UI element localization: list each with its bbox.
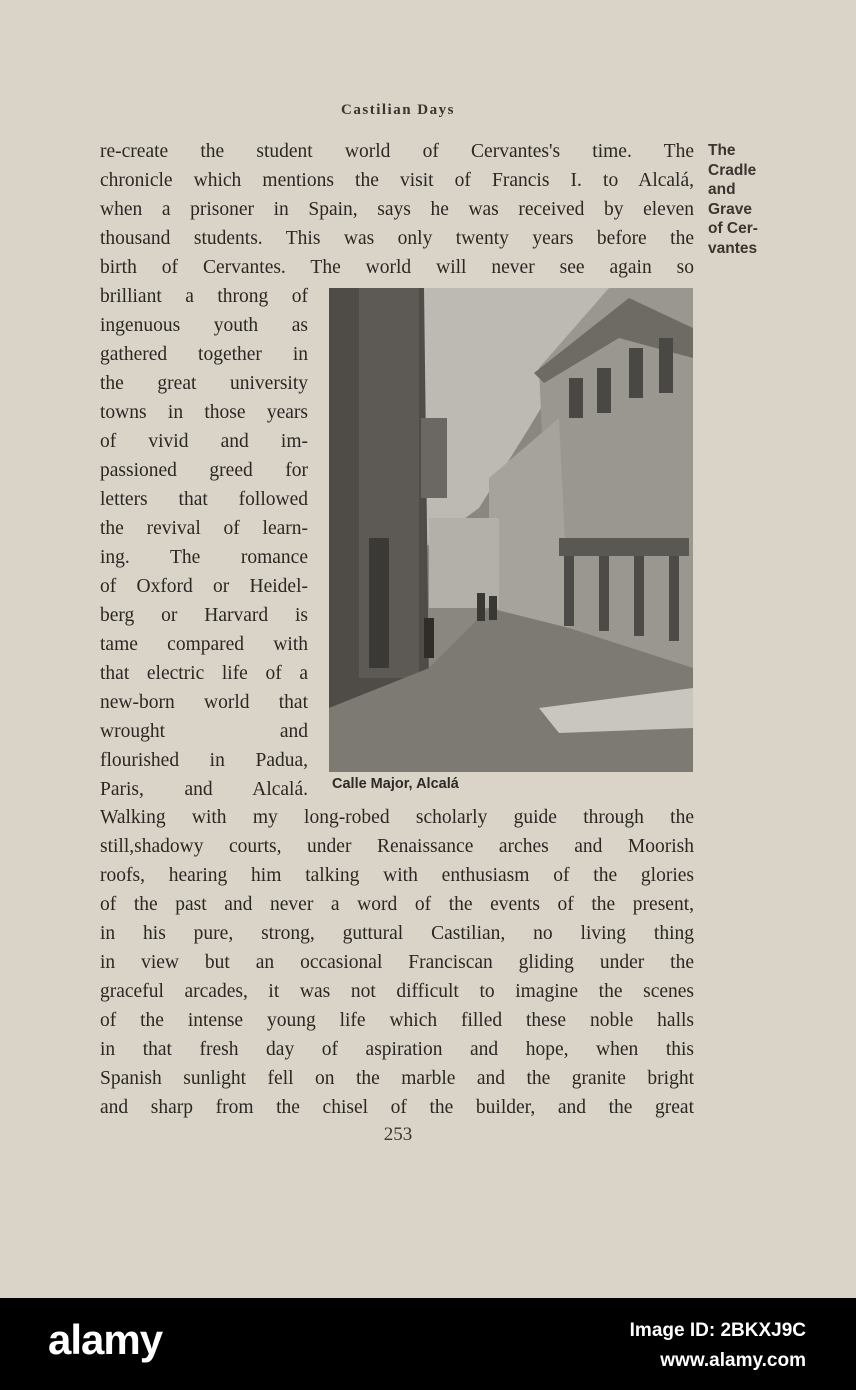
- text-line: letters that followed: [100, 489, 308, 510]
- text-line: graceful arcades, it was not difficult to imagine the scenes: [100, 981, 694, 1002]
- text-line: passioned greed for: [100, 460, 308, 481]
- text-line: ingenuous youth as: [100, 315, 308, 336]
- text-line: gathered together in: [100, 344, 308, 365]
- text-line: brilliant a throng of: [100, 286, 308, 307]
- street-illustration: [329, 288, 693, 772]
- text-line: new-born world that: [100, 692, 308, 713]
- text-line: of vivid and im-: [100, 431, 308, 452]
- text-line: re-create the student world of Cervantes's time. The: [100, 141, 694, 162]
- text-line: and sharp from the chisel of the builder, and the great: [100, 1097, 694, 1118]
- text-line: the revival of learn-: [100, 518, 308, 539]
- text-line: the great university: [100, 373, 308, 394]
- text-line: Paris, and Alcalá.: [100, 779, 308, 800]
- page-number: 253: [383, 1124, 413, 1145]
- text-line: of the intense young life which filled these noble halls: [100, 1010, 694, 1031]
- text-line: chronicle which mentions the visit of Francis I. to Alcalá,: [100, 170, 694, 191]
- text-line: in that fresh day of aspiration and hope, when this: [100, 1039, 694, 1060]
- site-url: www.alamy.com: [660, 1350, 806, 1371]
- text-line: tame compared with: [100, 634, 308, 655]
- text-line: of the past and never a word of the events of the present,: [100, 894, 694, 915]
- text-line: in view but an occasional Franciscan gliding under the: [100, 952, 694, 973]
- text-line: birth of Cervantes. The world will never see again so: [100, 257, 694, 278]
- text-line: that electric life of a: [100, 663, 308, 684]
- running-head: Castilian Days: [341, 102, 455, 118]
- text-line: when a prisoner in Spain, says he was received by eleven: [100, 199, 694, 220]
- image-id-label: Image ID: 2BKXJ9C: [629, 1320, 806, 1341]
- text-line: towns in those years: [100, 402, 308, 423]
- text-line: flourished in Padua,: [100, 750, 308, 771]
- text-line: wrought and: [100, 721, 308, 742]
- margin-note: The Cradle and Grave of Cer- vantes: [708, 142, 758, 257]
- figure-caption: Calle Major, Alcalá: [332, 776, 459, 792]
- text-line: Spanish sunlight fell on the marble and the granite bright: [100, 1068, 694, 1089]
- text-line: thousand students. This was only twenty years before the: [100, 228, 694, 249]
- alamy-logo: alamy: [48, 1316, 163, 1363]
- text-line: still,shadowy courts, under Renaissance arches and Moorish: [100, 836, 694, 857]
- text-line: berg or Harvard is: [100, 605, 308, 626]
- text-line: Walking with my long-robed scholarly guide through the: [100, 807, 694, 828]
- text-line: of Oxford or Heidel-: [100, 576, 308, 597]
- text-line: ing. The romance: [100, 547, 308, 568]
- text-line: in his pure, strong, guttural Castilian, no living thing: [100, 923, 694, 944]
- text-line: roofs, hearing him talking with enthusiasm of the glories: [100, 865, 694, 886]
